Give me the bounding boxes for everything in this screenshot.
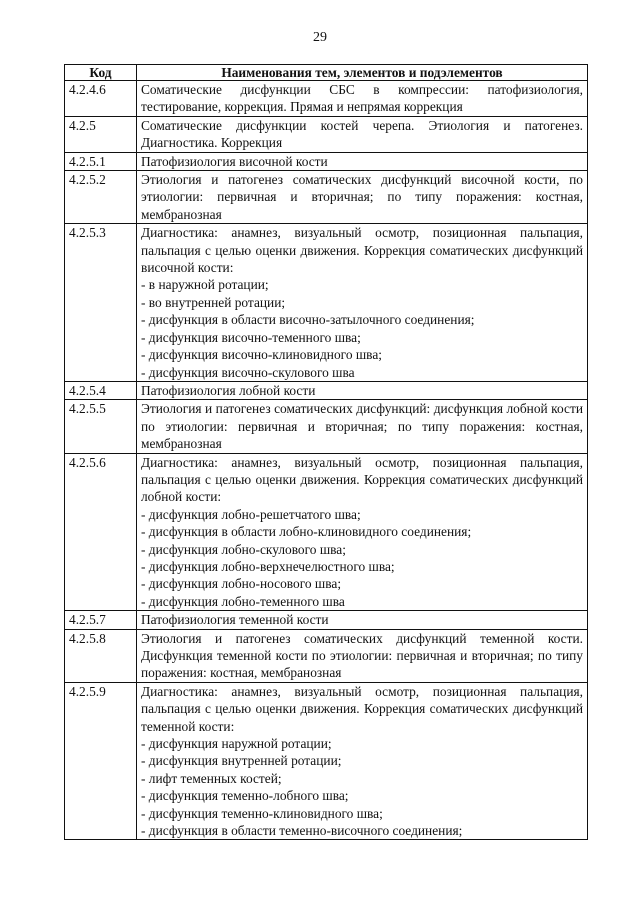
row-text: Диагностика: анамнез, визуальный осмотр, позиционная пальпация, пальпация с целью оценки движения. Коррекция соматических дисфункций лобной кости: — [141, 454, 583, 505]
row-text: Этиология и патогенез соматических дисфункций теменной кости. Дисфункция теменной кости по этиологии: первичная и вторичная; по типу поражения: костная, мембранозная — [141, 630, 583, 681]
row-code: 4.2.5.5 — [65, 400, 137, 453]
row-description — [137, 81, 588, 117]
row-list-item: - дисфункция в области лобно-клиновидного соединения; — [141, 524, 472, 540]
table-row — [65, 682, 588, 840]
row-description — [137, 116, 588, 152]
row-text: Патофизиология лобной кости — [141, 382, 316, 398]
row-text: Диагностика: анамнез, визуальный осмотр, позиционная пальпация, пальпация с целью оценки движения. Коррекция соматических дисфункций теменной кости: — [141, 683, 583, 734]
row-list-item: - дисфункция лобно-носового шва; — [141, 576, 342, 592]
row-code: 4.2.5.8 — [65, 629, 137, 682]
row-list-item: - дисфункция лобно-верхнечелюстного шва; — [141, 558, 395, 574]
row-list-item: - в наружной ротации; — [141, 277, 269, 293]
header-code: Код — [65, 65, 137, 81]
row-text: Соматические дисфункции СБС в компрессии: патофизиология, тестирование, коррекция. Прямая и непрямая коррекция — [141, 82, 583, 115]
row-text: Этиология и патогенез соматических дисфункций височной кости, по этиологии: первичная и вторичная; по типу поражения: костная, мембранозная — [141, 172, 583, 222]
row-text: Патофизиология теменной кости — [141, 612, 329, 628]
row-code: 4.2.5 — [65, 116, 137, 152]
row-list-item: - дисфункция теменно-лобного шва; — [141, 788, 349, 804]
table-row — [65, 81, 588, 117]
row-list-item: - дисфункция височно-скулового шва — [141, 364, 355, 380]
row-description — [137, 400, 588, 453]
row-code: 4.2.5.2 — [65, 171, 137, 224]
row-list-item: - дисфункция в области височно-затылочного соединения; — [141, 312, 475, 328]
row-list-item: - дисфункция височно-теменного шва; — [141, 329, 361, 345]
row-list-item: - дисфункция теменно-клиновидного шва; — [141, 805, 383, 821]
header-name: Наименования тем, элементов и подэлементов — [137, 65, 588, 81]
table-row — [65, 629, 588, 682]
table-row — [65, 152, 588, 170]
row-description — [137, 224, 588, 382]
row-description — [137, 381, 588, 399]
row-text: Соматические дисфункции костей черепа. Этиология и патогенез. Диагностика. Коррекция — [141, 117, 583, 151]
row-description — [137, 611, 588, 629]
row-text: Этиология и патогенез соматических дисфункций: дисфункция лобной кости по этиологии: первичная и вторичная; по типу поражения: костная, мембранозная — [141, 401, 583, 452]
row-code: 4.2.5.3 — [65, 224, 137, 382]
row-list-item: - лифт теменных костей; — [141, 770, 282, 786]
table-row — [65, 453, 588, 611]
table-row — [65, 611, 588, 629]
row-text: Патофизиология височной кости — [141, 153, 328, 169]
table-row — [65, 224, 588, 382]
page-number: 29 — [313, 30, 327, 45]
curriculum-table — [64, 64, 588, 840]
row-list-item: - дисфункция в области теменно-височного соединения; — [141, 823, 463, 839]
table-row — [65, 171, 588, 224]
row-list-item: - дисфункция наружной ротации; — [141, 736, 332, 752]
row-list-item: - дисфункция лобно-теменного шва — [141, 593, 345, 609]
row-list-item: - дисфункция лобно-скулового шва; — [141, 541, 346, 557]
row-text: Диагностика: анамнез, визуальный осмотр, позиционная пальпация, пальпация с целью оценки движения. Коррекция соматических дисфункций височной кости: — [141, 225, 583, 276]
table-row — [65, 116, 588, 152]
table-row — [65, 381, 588, 399]
row-code: 4.2.4.6 — [65, 81, 137, 117]
row-code: 4.2.5.4 — [65, 381, 137, 399]
row-code: 4.2.5.1 — [65, 152, 137, 170]
table-body — [65, 81, 588, 840]
row-list-item: - дисфункция височно-клиновидного шва; — [141, 347, 382, 363]
table-row — [65, 400, 588, 453]
row-list-item: - во внутренней ротации; — [141, 294, 286, 310]
row-description — [137, 629, 588, 682]
row-list-item: - дисфункция лобно-решетчатого шва; — [141, 506, 361, 522]
row-code: 4.2.5.7 — [65, 611, 137, 629]
row-code: 4.2.5.9 — [65, 682, 137, 840]
row-description — [137, 682, 588, 840]
table-header-row — [65, 65, 588, 81]
row-code: 4.2.5.6 — [65, 453, 137, 611]
row-description — [137, 152, 588, 170]
row-description — [137, 453, 588, 611]
row-description — [137, 171, 588, 224]
row-list-item: - дисфункция внутренней ротации; — [141, 753, 342, 769]
